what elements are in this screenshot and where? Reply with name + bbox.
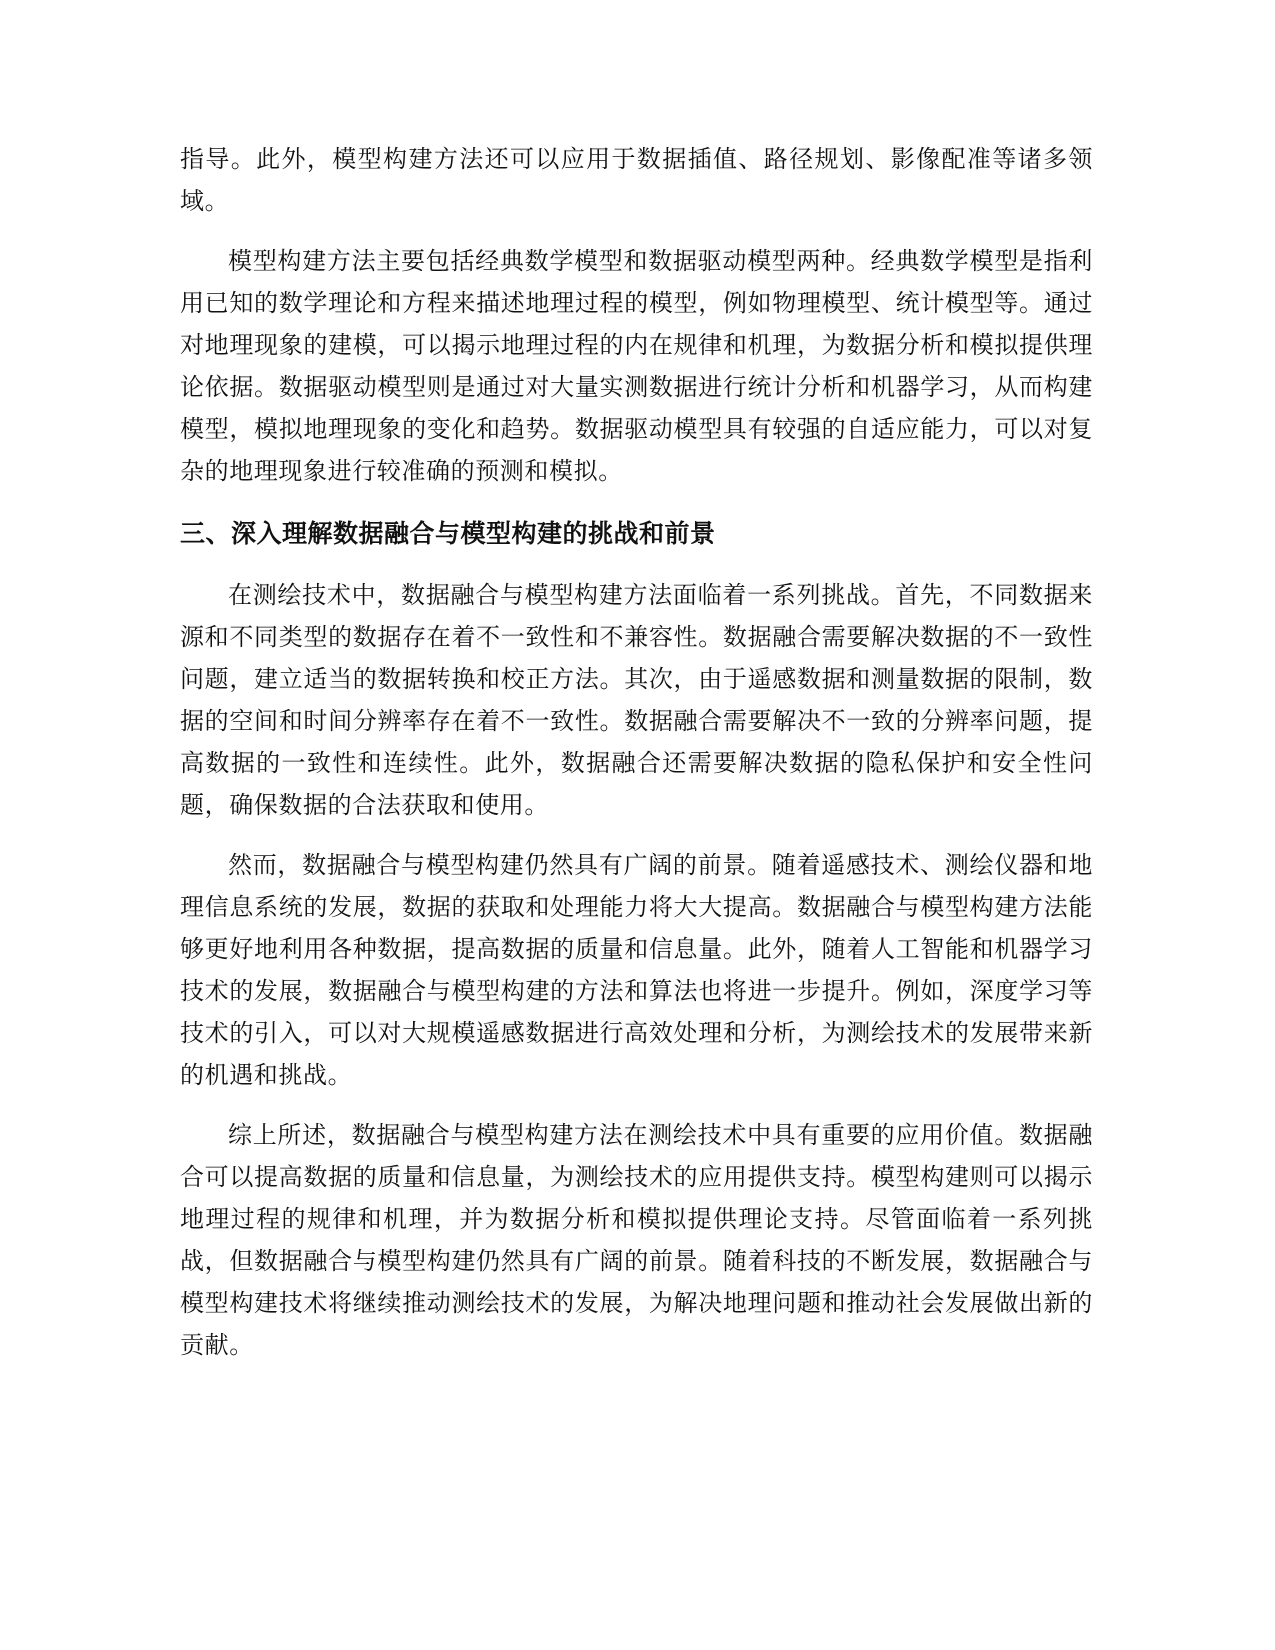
paragraph-prospects: 然而，数据融合与模型构建仍然具有广阔的前景。随着遥感技术、测绘仪器和地理信息系统的发展，数据的获取和处理能力将大大提高。数据融合与模型构建方法能够更好地利用各种数据，提高数据的质量和信息量。此外，随着人工智能和机器学习技术的发展，数据融合与模型构建的方法和算法也将进一步提升。例如，深度学习等技术的引入，可以对大规模遥感数据进行高效处理和分析，为测绘技术的发展带来新的机遇和挑战。 [180,851,1093,1089]
paragraph-challenges: 在测绘技术中，数据融合与模型构建方法面临着一系列挑战。首先，不同数据来源和不同类型的数据存在着不一致性和不兼容性。数据融合需要解决数据的不一致性问题，建立适当的数据转换和校正方法。其次，由于遥感数据和测量数据的限制，数据的空间和时间分辨率存在着不一致性。数据融合需要解决不一致的分辨率问题，提高数据的一致性和连续性。此外，数据融合还需要解决数据的隐私保护和安全性问题，确保数据的合法获取和使用。 [180,581,1093,819]
paragraph-model-types: 模型构建方法主要包括经典数学模型和数据驱动模型两种。经典数学模型是指利用已知的数学理论和方程来描述地理过程的模型，例如物理模型、统计模型等。通过对地理现象的建模，可以揭示地理过程的内在规律和机理，为数据分析和模拟提供理论依据。数据驱动模型则是通过对大量实测数据进行统计分析和机器学习，从而构建模型，模拟地理现象的变化和趋势。数据驱动模型具有较强的自适应能力，可以对复杂的地理现象进行较准确的预测和模拟。 [180,247,1093,485]
document-page [180,138,1093,1366]
paragraph-summary: 综上所述，数据融合与模型构建方法在测绘技术中具有重要的应用价值。数据融合可以提高数据的质量和信息量，为测绘技术的应用提供支持。模型构建则可以揭示地理过程的规律和机理，并为数据分析和模拟提供理论支持。尽管面临着一系列挑战，但数据融合与模型构建仍然具有广阔的前景。随着科技的不断发展，数据融合与模型构建技术将继续推动测绘技术的发展，为解决地理问题和推动社会发展做出新的贡献。 [180,1121,1093,1359]
paragraph-continuation: 指导。此外，模型构建方法还可以应用于数据插值、路径规划、影像配准等诸多领域。 [180,145,1093,215]
section-heading: 三、深入理解数据融合与模型构建的挑战和前景 [180,519,716,548]
